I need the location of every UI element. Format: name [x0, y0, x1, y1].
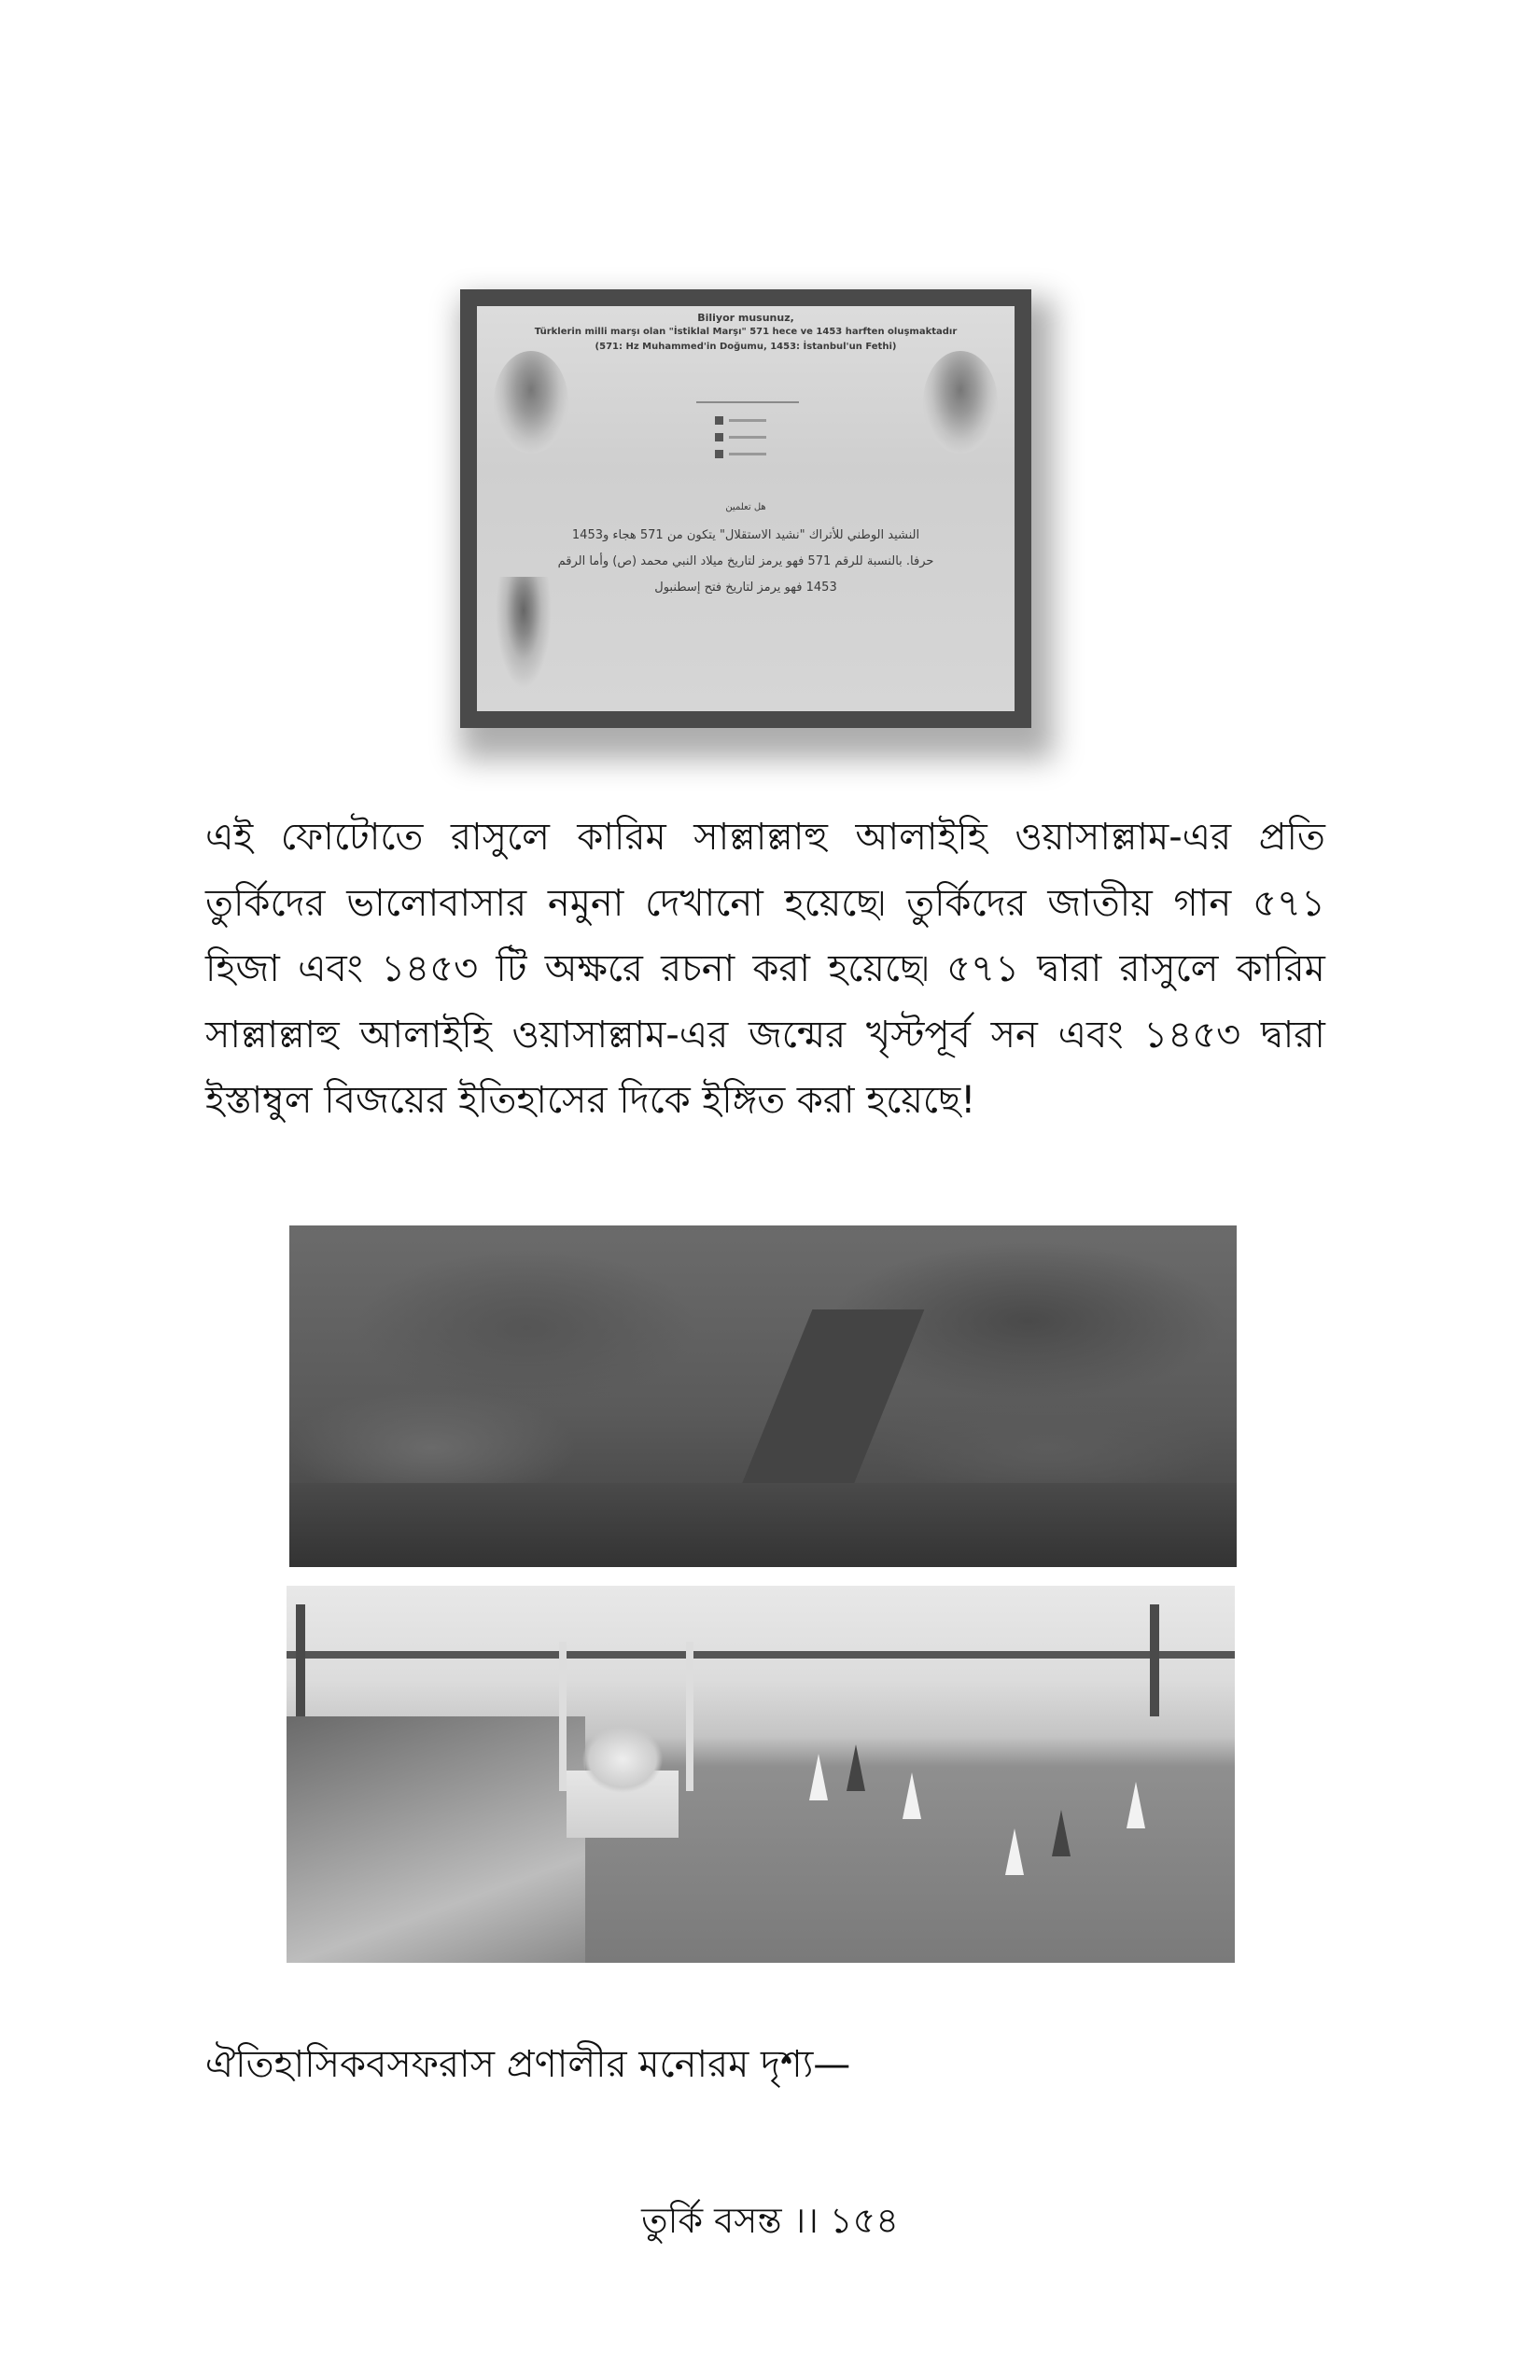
- paragraph-word: দ্বারা: [1260, 1013, 1325, 1057]
- paragraph-word: রাসুলে: [450, 816, 550, 859]
- paragraph-word: কারিম: [1236, 947, 1325, 990]
- strait-water: [737, 1309, 925, 1496]
- paragraph-word: টি: [496, 947, 527, 990]
- bridge-tower-right: [1150, 1604, 1159, 1716]
- portrait-left: [494, 351, 568, 454]
- bridge-deck: [287, 1651, 1235, 1659]
- poster-arabic-line-1: النشيد الوطني للأتراك "نشيد الاستقلال" يتكون من 571 هجاء و1453: [571, 528, 920, 542]
- poster-photo: [460, 289, 1031, 728]
- paragraph-word: কারিম: [577, 816, 666, 859]
- minaret-right: [686, 1642, 693, 1791]
- paragraph-line-4: [205, 1008, 1325, 1062]
- paragraph-word: ৫৭১: [1253, 881, 1325, 925]
- twitter-icon: [715, 427, 790, 437]
- mosque: [567, 1726, 679, 1838]
- paragraph-word: হয়েছে৷: [784, 881, 886, 925]
- paragraph-word: ৫৭১: [946, 947, 1020, 990]
- paragraph-word: গান: [1173, 881, 1232, 925]
- paragraph-word: প্রতি: [1258, 816, 1325, 859]
- sailboat: [1052, 1810, 1071, 1856]
- paragraph-word: এই: [205, 816, 254, 859]
- paragraph-word: নমুনা: [547, 881, 624, 925]
- facebook-icon: [715, 411, 790, 420]
- sea-water: [289, 1483, 1237, 1567]
- paragraph-word: সাল্লাল্লাহু: [693, 816, 828, 859]
- paragraph-word: দ্বারা: [1037, 947, 1102, 990]
- paragraph-word: দেখানো: [645, 881, 763, 925]
- poster-title: Biliyor musunuz,: [697, 312, 794, 324]
- poster-turkish-line-2: (571: Hz Muhammed'in Doğumu, 1453: İstanbul'un Fethi): [595, 342, 897, 352]
- paragraph-word: অক্ষরে: [544, 947, 643, 990]
- body-paragraph: [205, 810, 1325, 1140]
- paragraph-word: রাসুলে: [1119, 947, 1219, 990]
- sailboat: [1127, 1782, 1145, 1828]
- paragraph-word: জন্মের: [748, 1013, 847, 1057]
- bridge-tower-left: [296, 1604, 305, 1716]
- paragraph-word: এবং: [1057, 1013, 1124, 1057]
- bosphorus-mosque-photo: [287, 1586, 1235, 1963]
- calligraphy-logo: [696, 364, 799, 403]
- portrait-right: [923, 351, 998, 454]
- paragraph-line-1: [205, 810, 1325, 864]
- paragraph-word: খৃস্টপূর্ব: [865, 1013, 971, 1057]
- page-footer: তুর্কি বসন্ত ।। ১৫৪: [641, 2200, 899, 2241]
- shoreline: [287, 1716, 585, 1963]
- poster-arabic-line-3: 1453 فهو يرمز لتاريخ فتح إسطنبول: [654, 581, 837, 595]
- paragraph-line-3: [205, 942, 1325, 996]
- instagram-icon: [715, 444, 790, 454]
- paragraph-word: রচনা: [661, 947, 735, 990]
- paragraph-line-2: [205, 876, 1325, 931]
- portrait-sketch: [496, 577, 552, 689]
- sailboat: [847, 1744, 865, 1791]
- paragraph-word: সাল্লাল্লাহু: [205, 1013, 340, 1057]
- paragraph-word: ফোটোতে: [280, 816, 424, 859]
- poster-paper: [477, 306, 1015, 711]
- poster-turkish-line-1: Türklerin milli marşı olan "İstiklal Marşı" 571 hece ve 1453 harften oluşmaktadır: [534, 327, 958, 337]
- poster-arabic-line-2: حرفا. بالنسبة للرقم 571 فهو يرمز لتاريخ ميلاد النبي محمد (ص) وأما الرقم: [557, 554, 934, 568]
- paragraph-word: জাতীয়: [1047, 881, 1153, 925]
- paragraph-word: আলাইহি: [359, 1013, 492, 1057]
- paragraph-word: তুর্কিদের: [205, 881, 326, 925]
- photo-caption: ঐতিহাসিকবসফরাস প্রণালীর মনোরম দৃশ্য—: [205, 2043, 851, 2086]
- paragraph-word: ওয়াসাল্লাম-এর: [1015, 816, 1232, 859]
- sailboat: [903, 1772, 921, 1819]
- sailboat: [1005, 1828, 1024, 1875]
- sailboat: [809, 1754, 828, 1800]
- paragraph-word: ওয়াসাল্লাম-এর: [511, 1013, 729, 1057]
- paragraph-word: এবং: [298, 947, 363, 990]
- paragraph-line-5: ইস্তাম্বুল বিজয়ের ইতিহাসের দিকে ইঙ্গিত করা হয়েছে!: [205, 1079, 976, 1122]
- paragraph-word: আলাইহি: [855, 816, 987, 859]
- poster-arabic-heading: هل تعلمين: [725, 502, 766, 512]
- paragraph-word: ভালোবাসার: [346, 881, 527, 925]
- aerial-bosphorus-photo: [289, 1225, 1237, 1567]
- paragraph-word: ১৪৫৩: [1143, 1013, 1241, 1057]
- paragraph-word: হিজা: [205, 947, 280, 990]
- minaret-left: [559, 1642, 567, 1791]
- paragraph-word: হয়েছে৷: [828, 947, 929, 990]
- paragraph-word: ১৪৫৩: [381, 947, 479, 990]
- paragraph-word: করা: [752, 947, 811, 990]
- paragraph-word: তুর্কিদের: [906, 881, 1027, 925]
- paragraph-word: সন: [990, 1013, 1038, 1057]
